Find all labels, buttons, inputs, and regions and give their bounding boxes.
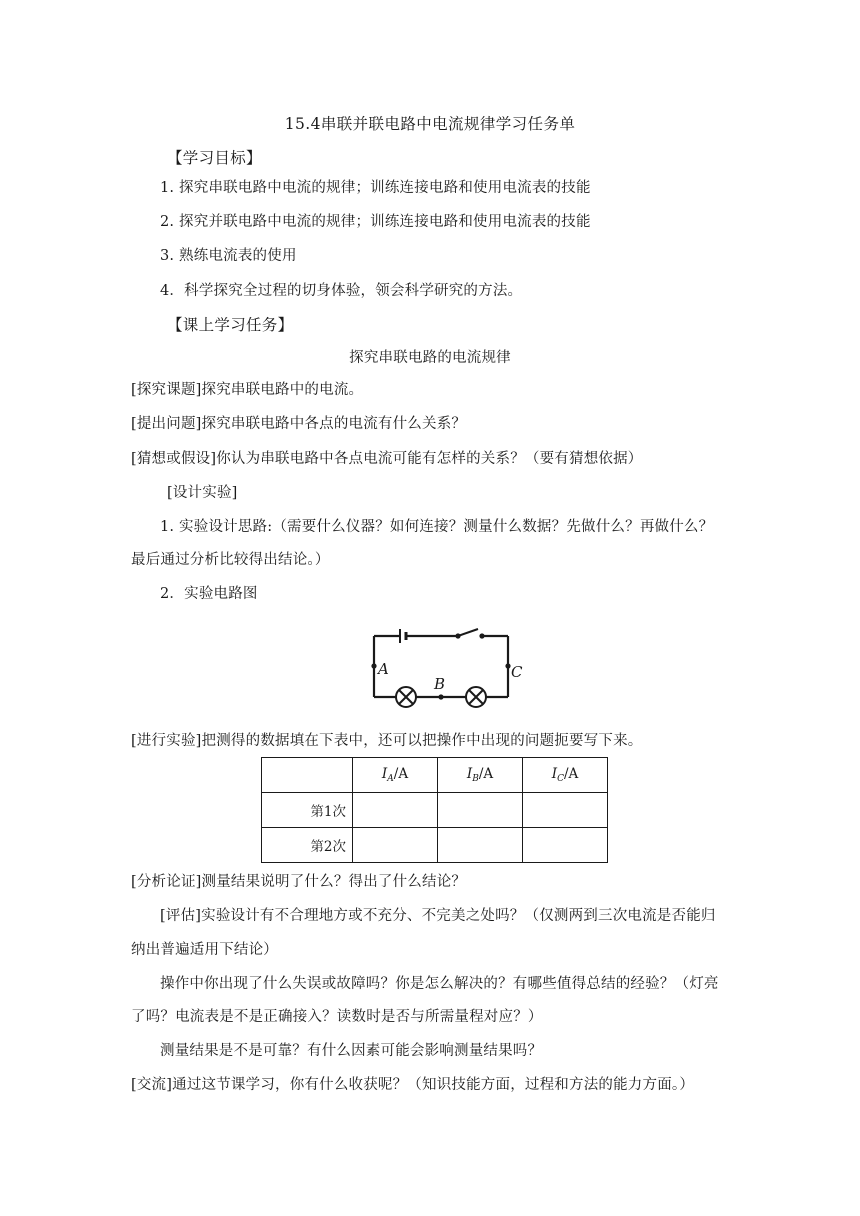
tasks-heading: 【课上学习任务】 bbox=[167, 316, 294, 334]
inquiry-hypothesis: [猜想或假设]你认为串联电路中各点电流可能有怎样的关系？（要有猜想依据） bbox=[131, 451, 643, 467]
goal-item-4: 4．科学探究全过程的切身体验，领会科学研究的方法。 bbox=[160, 283, 523, 299]
point-a-label: A bbox=[378, 660, 389, 678]
analysis-prompt: [分析论证]测量结果说明了什么？得出了什么结论？ bbox=[131, 874, 467, 890]
reliability-prompt: 测量结果是不是可靠？有什么因素可能会影响测量结果吗？ bbox=[160, 1043, 543, 1059]
point-a-dot bbox=[371, 663, 376, 668]
measurement-table bbox=[261, 757, 608, 863]
lamp-2 bbox=[466, 687, 486, 707]
design-step-1-line1: 1. 实验设计思路:（需要什么仪器？如何连接？测量什么数据？先做什么？再做什么？ bbox=[160, 519, 714, 535]
header-ic: $I_C/A$ bbox=[523, 758, 608, 793]
operation-line-2: 了吗？电流表是不是正确接入？读数时是否与所需量程对应？） bbox=[131, 1009, 543, 1025]
table-header-row bbox=[262, 758, 608, 793]
goal-item-3: 3. 熟练电流表的使用 bbox=[160, 248, 297, 264]
table-row bbox=[262, 828, 608, 863]
lamp-1 bbox=[396, 687, 416, 707]
switch-contact-right bbox=[479, 633, 484, 638]
evaluation-line-1: [评估]实验设计有不合理地方或不充分、不完美之处吗？（仅测两到三次电流是否能归 bbox=[160, 908, 716, 924]
table-row bbox=[262, 793, 608, 828]
goal-item-2: 2. 探究并联电路中电流的规律；训练连接电路和使用电流表的技能 bbox=[160, 214, 591, 230]
page-title: 15.4串联并联电路中电流规律学习任务单 bbox=[284, 115, 576, 133]
operation-line-1: 操作中你出现了什么失误或故障吗？你是怎么解决的？有哪些值得总结的经验？（灯亮 bbox=[160, 976, 719, 992]
switch-lever bbox=[458, 629, 478, 636]
point-c-label: C bbox=[511, 663, 523, 681]
goals-heading: 【学习目标】 bbox=[167, 149, 262, 167]
cell-2-ib[interactable] bbox=[438, 828, 523, 863]
row-label-1: 第1次 bbox=[262, 793, 353, 828]
inquiry-topic: [探究课题]探究串联电路中的电流。 bbox=[131, 382, 364, 398]
goal-item-1: 1. 探究串联电路中电流的规律；训练连接电路和使用电流表的技能 bbox=[160, 180, 591, 196]
cell-2-ia[interactable] bbox=[353, 828, 438, 863]
point-c-dot bbox=[505, 663, 510, 668]
tasks-subtitle: 探究串联电路的电流规律 bbox=[349, 350, 511, 366]
point-b-label: B bbox=[434, 675, 446, 693]
conduct-experiment: [进行实验]把测得的数据填在下表中，还可以把操作中出现的问题扼要写下来。 bbox=[131, 733, 643, 749]
header-ia: $I_A/A$ bbox=[353, 758, 438, 793]
cell-1-ic[interactable] bbox=[523, 793, 608, 828]
evaluation-line-2: 纳出普遍适用下结论） bbox=[131, 942, 278, 958]
cell-1-ia[interactable] bbox=[353, 793, 438, 828]
header-ib: $I_B/A$ bbox=[438, 758, 523, 793]
design-step-2: 2．实验电路图 bbox=[160, 586, 258, 602]
cell-2-ic[interactable] bbox=[523, 828, 608, 863]
point-b-dot bbox=[438, 694, 443, 699]
design-heading: [设计实验] bbox=[167, 485, 238, 501]
row-label-2: 第2次 bbox=[262, 828, 353, 863]
exchange-prompt: [交流]通过这节课学习，你有什么收获呢？（知识技能方面，过程和方法的能力方面。） bbox=[131, 1077, 695, 1093]
design-step-1-line2: 最后通过分析比较得出结论。） bbox=[131, 552, 330, 568]
inquiry-question: [提出问题]探究串联电路中各点的电流有什么关系？ bbox=[131, 416, 467, 432]
table-corner-cell bbox=[262, 758, 353, 793]
cell-1-ib[interactable] bbox=[438, 793, 523, 828]
series-circuit-diagram bbox=[362, 620, 532, 718]
